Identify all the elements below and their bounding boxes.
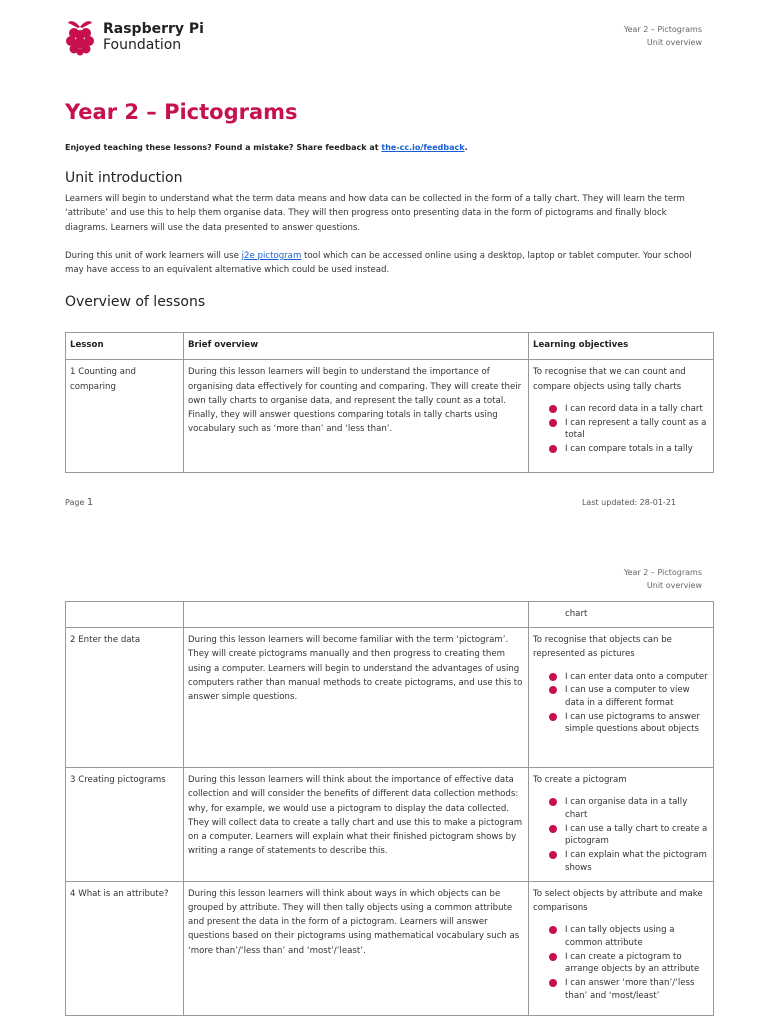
page-title: Year 2 – Pictograms (65, 100, 298, 124)
bullet-icon (549, 926, 557, 934)
lessons-table-page2 (65, 601, 714, 1016)
list-item (549, 924, 709, 949)
lesson-objectives (529, 628, 714, 768)
bullet-text: I can use a tally chart to create a pictogram (565, 823, 708, 847)
bullet-icon (549, 979, 557, 987)
lesson-name: 4 What is an attribute? (66, 881, 184, 1015)
brand-name-line1: Raspberry Pi (103, 21, 204, 37)
lesson-overview: During this lesson learners will think about ways in which objects can be grouped by attribute. They will then tally objects using a common attribute and present the data in the form of a pictogram. Learners will answer questions based on their pictograms using mathematical vocabulary such as ‘more than’/‘less than’ and ‘most’/‘least’. (184, 881, 529, 1015)
lesson-name: 2 Enter the data (66, 628, 184, 768)
bullet-icon (549, 405, 557, 413)
list-item (549, 711, 709, 736)
objective-text: To select objects by attribute and make comparisons (533, 888, 703, 913)
bullet-icon (549, 419, 557, 427)
list-item (549, 823, 709, 848)
brief-column-header: Brief overview (184, 333, 529, 360)
last-updated: Last updated: 28-01-21 (581, 498, 676, 507)
objective-text: To create a pictogram (533, 775, 627, 785)
list-item (549, 951, 709, 976)
bullet-icon (549, 445, 557, 453)
bullet-icon (549, 713, 557, 721)
bullet-text: I can represent a tally count as a total (565, 417, 707, 441)
lesson-objectives (529, 360, 714, 473)
list-item (549, 849, 709, 874)
feedback-text: Enjoyed teaching these lessons? Found a mistake? Share feedback at (65, 143, 382, 152)
page-label: Page (65, 498, 87, 507)
bullet-text: I can tally objects using a common attribute (565, 925, 675, 948)
objective-list (533, 924, 709, 1002)
table-header-row (66, 333, 714, 360)
lesson-overview (184, 602, 529, 628)
list-item (549, 671, 709, 684)
lessons-table-page1 (65, 332, 714, 473)
objective-text: To recognise that we can count and compare objects using tally charts (533, 367, 686, 392)
lesson-objectives (529, 768, 714, 882)
list-item (549, 403, 709, 416)
brand-name-line2: Foundation (103, 37, 182, 53)
objective-list (533, 403, 709, 465)
list-item (549, 417, 709, 442)
bullet-text: I can use pictograms to answer simple questions about objects (565, 711, 700, 735)
objectives-column-header: Learning objectives (529, 333, 714, 360)
brand-logo (65, 18, 204, 56)
bullet-icon (549, 686, 557, 694)
feedback-line (65, 143, 468, 152)
bullet-icon (549, 953, 557, 961)
page-number-value: 1 (86, 497, 94, 508)
header-section: Unit overview (646, 580, 702, 590)
bullet-text: I can enter data onto a computer (565, 671, 708, 682)
objective-text: To recognise that objects can be represented as pictures (533, 635, 672, 660)
table-row (66, 602, 714, 628)
table-row (66, 360, 714, 473)
objective-list (533, 796, 709, 874)
unit-introduction-heading: Unit introduction (65, 170, 183, 186)
page2-header-right (624, 567, 702, 592)
bullet-icon (549, 798, 557, 806)
bullet-text: I can record data in a tally chart (565, 403, 703, 414)
intro-p2-before: During this unit of work learners will use (65, 251, 242, 261)
lesson-overview: During this lesson learners will think about the importance of effective data collection and will consider the benefits of different data collection methods: why, for example, we would use a pictogram to display the data collected. They will collect data to create a tally chart and use this to make a pictogram on a computer. Learners will explain what their finished pictogram shows by writing a range of statements to describe this. (184, 768, 529, 882)
header-section: Unit overview (646, 37, 702, 47)
bullet-icon (549, 673, 557, 681)
lesson-column-header: Lesson (66, 333, 184, 360)
page-header-right (624, 24, 702, 49)
bullet-text: I can use a computer to view data in a different format (565, 685, 690, 708)
lesson-name: 3 Creating pictograms (66, 768, 184, 882)
table-row (66, 881, 714, 1015)
lesson-overview: During this lesson learners will begin to understand the importance of organising data effectively for counting and comparing. They will create their own tally charts to organise data, and represent the tally count as a total. Finally, they will answer questions comparing totals in tally charts using vocabulary such as ‘more than’ and ‘less than’. (184, 360, 529, 473)
j2e-pictogram-link[interactable]: j2e pictogram (241, 251, 302, 261)
overview-heading: Overview of lessons (65, 294, 206, 310)
lesson-objectives (529, 602, 714, 628)
list-item (549, 443, 709, 456)
bullet-text: I can explain what the pictogram shows (565, 850, 707, 873)
page-number (65, 497, 93, 508)
table-row (66, 628, 714, 768)
feedback-link[interactable]: the-cc.io/feedback (381, 143, 465, 152)
bullet-icon (549, 825, 557, 833)
intro-paragraph-2 (65, 249, 705, 278)
list-item (549, 977, 709, 1002)
header-unit: Year 2 – Pictograms (623, 568, 702, 577)
list-item (549, 796, 709, 821)
list-item (549, 684, 709, 709)
bullet-icon (549, 851, 557, 859)
bullet-text: I can answer ‘more than’/‘less than’ and ‘most/least’ (565, 977, 695, 1001)
bullet-text: I can compare totals in a tally (565, 444, 693, 454)
lesson-name: 1 Counting and comparing (66, 360, 184, 473)
header-unit: Year 2 – Pictograms (623, 25, 702, 34)
lesson-name (66, 602, 184, 628)
bullet-text: I can create a pictogram to arrange objects by an attribute (565, 951, 700, 975)
intro-paragraph-1: Learners will begin to understand what the term data means and how data can be collected in the form of a tally chart. They will learn the term ‘attribute’ and use this to help them organise data. They will then progress onto presenting data in the form of pictograms and finally block diagrams. Learners will use the data presented to answer questions. (65, 194, 685, 233)
objective-list (533, 671, 709, 737)
bullet-text: I can organise data in a tally chart (565, 797, 688, 820)
feedback-end: . (464, 143, 468, 152)
table-row (66, 768, 714, 882)
lesson-objectives (529, 881, 714, 1015)
continued-text: chart (565, 609, 588, 619)
raspberry-icon (65, 18, 95, 56)
intro-p2-after: tool which can be accessed online using a desktop, laptop or tablet computer. Your school may have access to an equivalent alternative which could be used instead. (65, 251, 692, 276)
lesson-overview: During this lesson learners will become familiar with the term ‘pictogram’. They will create pictograms manually and then progress to creating them using a computer. Learners will begin to understand the advantages of using computers rather than manual methods to create pictograms, and use this to answer simple questions. (184, 628, 529, 768)
brand-name (103, 21, 204, 53)
